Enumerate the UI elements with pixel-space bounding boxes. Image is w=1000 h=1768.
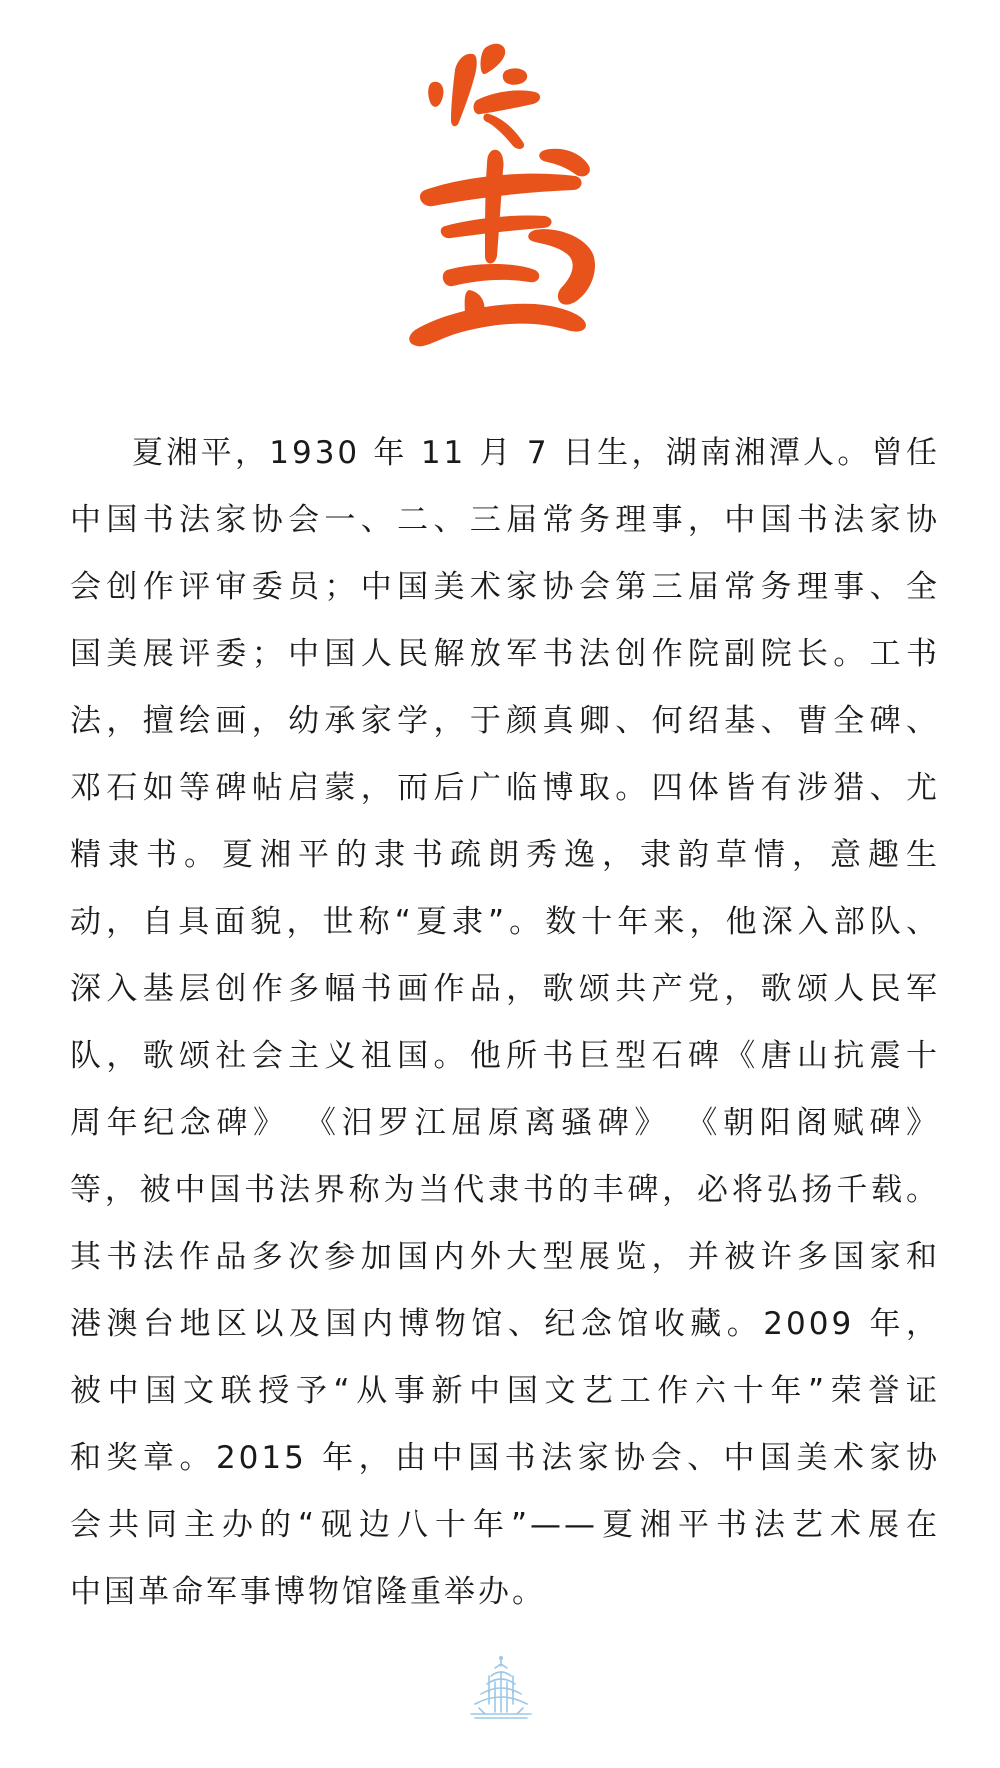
pagoda-ornament-icon (465, 1652, 537, 1724)
calligraphy-title-art (385, 30, 615, 360)
bio-line: 夏湘平，1930 年 11 月 7 日生，湖南湘潭人。曾任 (132, 435, 940, 471)
bio-line: 中国革命军事博物馆隆重举办。 (70, 1574, 546, 1610)
bio-line: 中国书法家协会一、二、三届常务理事，中国书法家协 (70, 502, 940, 538)
bio-line: 动，自具面貌，世称“夏隶”。数十年来，他深入部队、 (70, 904, 940, 940)
bio-line: 周年纪念碑》 《汨罗江屈原离骚碑》 《朝阳阁赋碑》 (70, 1105, 940, 1141)
bio-line: 港澳台地区以及国内博物馆、纪念馆收藏。2009 年， (70, 1306, 940, 1342)
bio-line: 和奖章。2015 年，由中国书法家协会、中国美术家协 (70, 1440, 940, 1476)
bio-line: 精隶书。夏湘平的隶书疏朗秀逸，隶韵草情，意趣生 (70, 837, 940, 873)
bio-line: 其书法作品多次参加国内外大型展览，并被许多国家和 (70, 1239, 940, 1275)
bio-line: 会共同主办的“砚边八十年”——夏湘平书法艺术展在 (70, 1507, 940, 1543)
bio-line: 被中国文联授予“从事新中国文艺工作六十年”荣誉证 (70, 1373, 940, 1409)
bio-line: 国美展评委；中国人民解放军书法创作院副院长。工书 (70, 636, 940, 672)
bio-line: 法，擅绘画，幼承家学，于颜真卿、何绍基、曹全碑、 (70, 703, 940, 739)
bio-line: 队，歌颂社会主义祖国。他所书巨型石碑《唐山抗震十 (70, 1038, 940, 1074)
bio-line: 会创作评审委员；中国美术家协会第三届常务理事、全 (70, 569, 940, 605)
bio-line: 邓石如等碑帖启蒙，而后广临博取。四体皆有涉猎、尤 (70, 770, 940, 806)
bio-line: 深入基层创作多幅书画作品，歌颂共产党，歌颂人民军 (70, 971, 940, 1007)
bio-line: 等，被中国书法界称为当代隶书的丰碑，必将弘扬千载。 (70, 1172, 940, 1208)
biography-text (70, 420, 940, 1626)
